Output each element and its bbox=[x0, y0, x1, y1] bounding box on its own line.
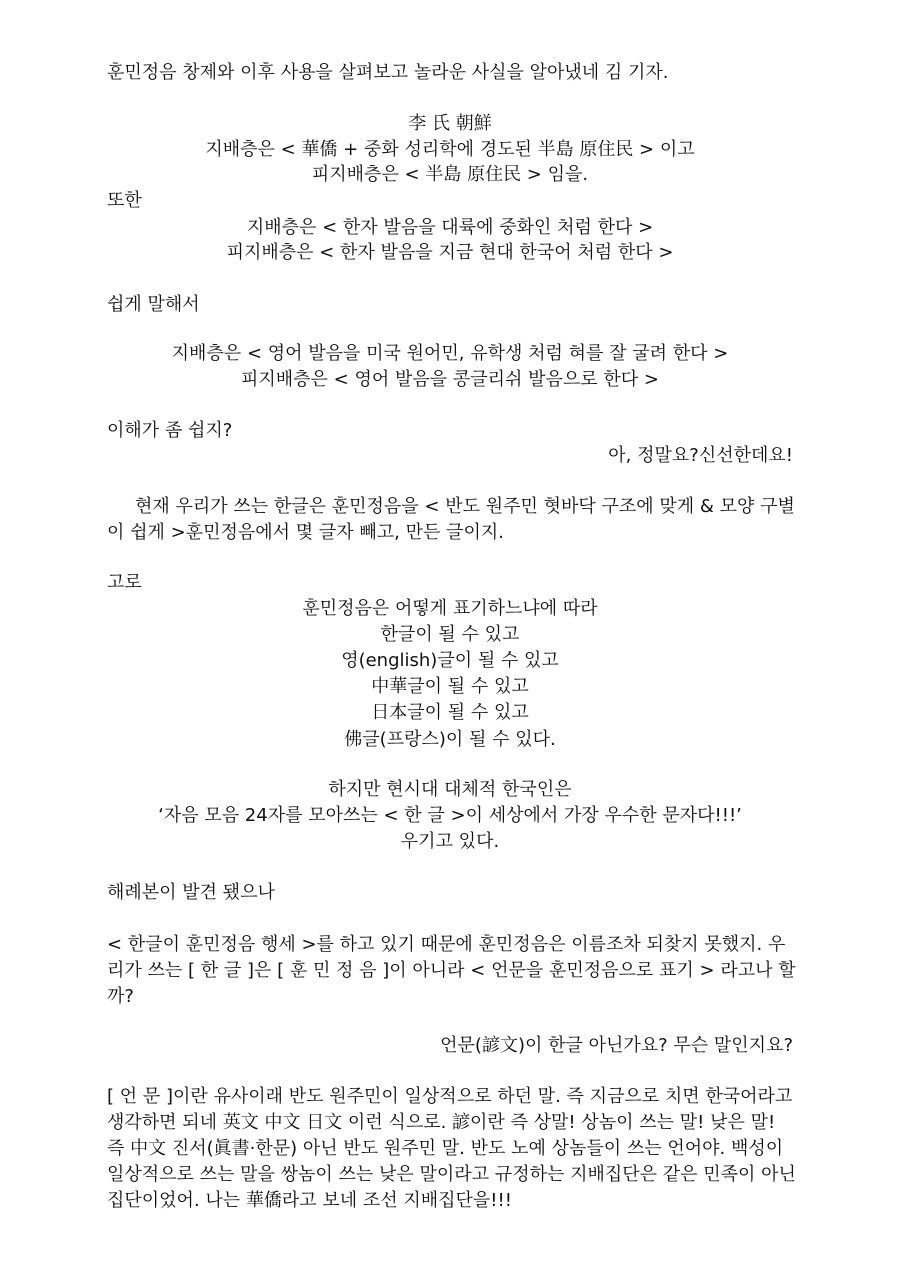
notation-line-5: 日本글이 될 수 있고 bbox=[371, 702, 529, 723]
haerye-line: 해례본이 발견 됐으나 bbox=[107, 882, 275, 903]
notation-line-2: 한글이 될 수 있고 bbox=[380, 624, 520, 645]
ruled-class-line-2: 피지배층은 < 한자 발음을 지금 현대 한국어 처럼 한다 > bbox=[226, 242, 674, 263]
ruling-class-line-3: 지배층은 < 영어 발음을 미국 원어민, 유학생 처럼 혀를 잘 굴려 한다 > bbox=[171, 343, 729, 364]
reply-2: 언문(諺文)이 한글 아닌가요? 무슨 말인지요? bbox=[440, 1035, 793, 1056]
ruled-class-line-1: 피지배층은 < 半島 原住民 > 임을. bbox=[311, 164, 589, 185]
therefore-label: 고로 bbox=[107, 572, 142, 593]
notation-line-1: 훈민정음은 어떻게 표기하느냐에 따라 bbox=[302, 598, 598, 619]
easy-question: 이해가 좀 쉽지? bbox=[107, 420, 233, 441]
eonmun-paragraph: [ 언 문 ]이란 유사이래 반도 원주민이 일상적으로 하던 말. 즉 지금으로 치면 한국어라고 생각하면 되네 英文 中文 日文 이런 식으로. 諺이란 즉 상말! 상놈이 쓰는 말! 낮은 말! 즉 中文 진서(眞書·한문) 아닌 반도 원주민 말. 반도 노예 상놈들이 쓰는 언어야. 백성이 일상적으로 쓰는 말을 쌍놈이 쓰는 낮은 말이라고 규정하는 지배집단은 같은 민족이 아닌 집단이었어. 나는 華僑라고 보네 조선 지배집단을!!! bbox=[107, 1086, 796, 1211]
hangul-pretending-paragraph: < 한글이 훈민정음 행세 >를 하고 있기 때문에 훈민정음은 이름조차 되찾지 못했지. 우리가 쓰는 [ 한 글 ]은 [ 훈 민 정 음 ]이 아니라 < 언문을 훈민정음으로 표기 > 라고나 할까? bbox=[107, 934, 796, 1007]
however-line-1: 하지만 현시대 대체적 한국인은 bbox=[328, 779, 572, 800]
however-line-2: ‘자음 모음 24자를 모아쓰는 < 한 글 >이 세상에서 가장 우수한 문자다!!!’ bbox=[158, 805, 742, 826]
notation-line-3: 영(english)글이 될 수 있고 bbox=[341, 650, 559, 671]
current-hangul-paragraph: 현재 우리가 쓰는 한글은 훈민정음을 < 반도 원주민 혓바닥 구조에 맞게 & 모양 구별이 쉽게 >훈민정음에서 몇 글자 빼고, 만든 글이지. bbox=[107, 496, 795, 543]
joseon-title: 李 氏 朝鮮 bbox=[408, 113, 492, 134]
ruling-class-line-1: 지배층은 < 華僑 + 중화 성리학에 경도된 半島 原住民 > 이고 bbox=[205, 139, 695, 160]
notation-line-4: 中華글이 될 수 있고 bbox=[371, 676, 529, 697]
however-line-3: 우기고 있다. bbox=[400, 831, 500, 852]
notation-line-6: 佛글(프랑스)이 될 수 있다. bbox=[344, 729, 556, 750]
intro-line: 훈민정음 창제와 이후 사용을 살펴보고 놀라운 사실을 알아냈네 김 기자. bbox=[107, 62, 669, 83]
simply-label: 쉽게 말해서 bbox=[107, 294, 200, 315]
reply-1: 아, 정말요?신선한데요! bbox=[608, 445, 793, 466]
also-label: 또한 bbox=[107, 190, 142, 211]
ruling-class-line-2: 지배층은 < 한자 발음을 대륙에 중화인 처럼 한다 > bbox=[246, 217, 654, 238]
ruled-class-line-3: 피지배층은 < 영어 발음을 콩글리쉬 발음으로 한다 > bbox=[241, 369, 659, 390]
